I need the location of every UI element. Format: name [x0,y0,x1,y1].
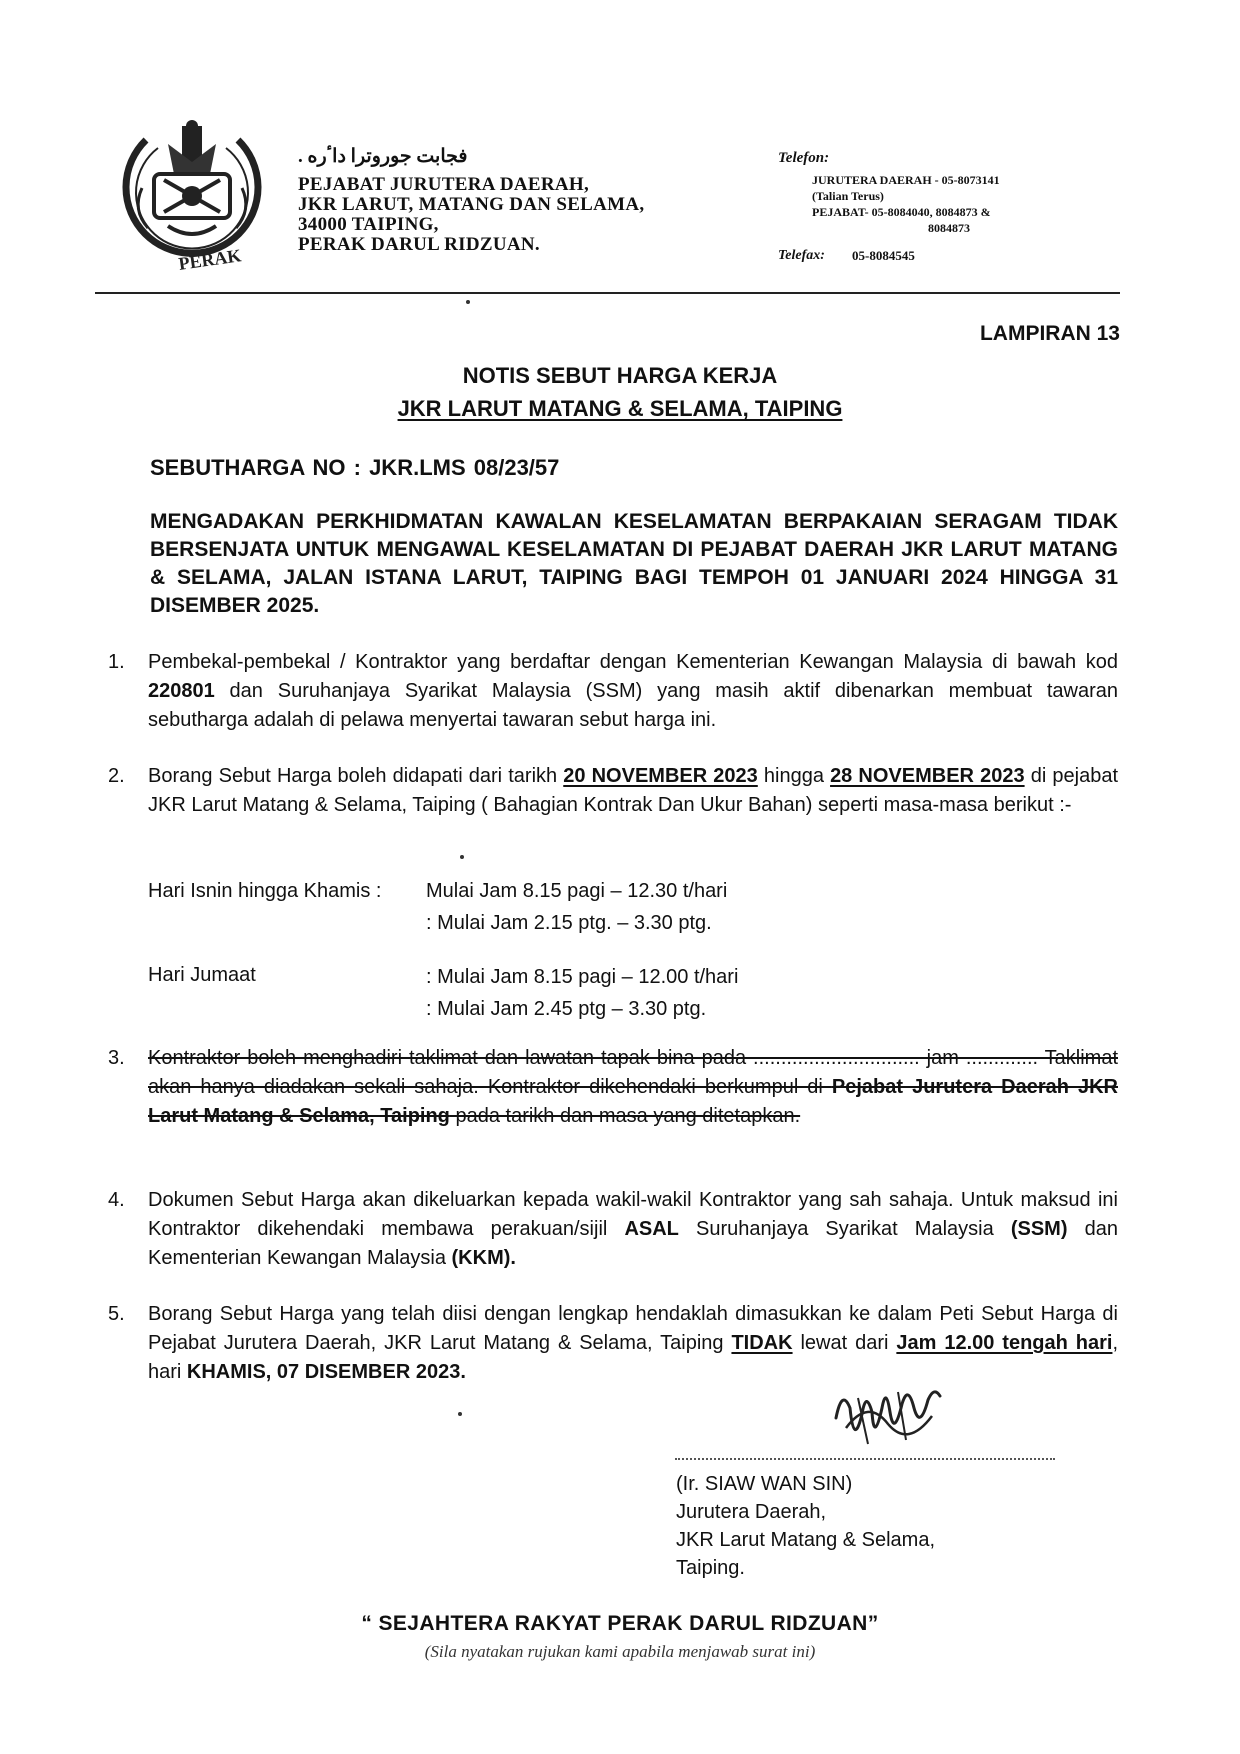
closing-date: KHAMIS, 07 DISEMBER 2023. [186,1361,466,1383]
schedule-time: : Mulai Jam 8.15 pagi – 12.00 t/hari [426,966,739,988]
start-date: 20 NOVEMBER 2023 [563,765,758,787]
office-line: PERAK DARUL RIDZUAN. [298,234,540,255]
signatory-office: JKR Larut Matang & Selama, [676,1529,936,1551]
briefing-location: Pejabat Jurutera Daerah JKR Larut Matang & Selama, Taiping [148,1076,1118,1127]
ssm-label: (SSM) [1010,1218,1068,1240]
notice-subtitle [0,396,1240,422]
telefon-label: Telefon: [778,150,830,166]
schedule-time: Mulai Jam 8.15 pagi – 12.30 t/hari [426,880,728,902]
notice-title: NOTIS SEBUT HARGA KERJA [462,363,778,388]
item-number: 3. [108,1047,125,1069]
crest-label: PERAK [177,245,243,274]
item-number: 4. [108,1189,125,1211]
telefon-line: PEJABAT- 05-8084040, 8084873 & [812,205,991,219]
kkm-code: 220801 [148,680,215,702]
notice-item-2 [108,762,1118,820]
item-text: Dokumen Sebut Harga akan dikeluarkan kepada wakil-wakil Kontraktor yang sah sahaja. Untuk maksud ini Kontraktor dikehendaki membawa perakuan/sijil [148,1189,1118,1240]
scan-speck [466,300,470,304]
telefon-line: 8084873 [928,221,970,235]
item-text: Borang Sebut Harga boleh didapati dari tarikh [148,765,564,787]
item-text: hingga [757,765,831,787]
office-name-jawi: فجابت جوروترا داٴره . [298,146,468,167]
scan-speck [460,855,464,859]
item-text: lewat dari [792,1332,897,1354]
state-motto: “ SEJAHTERA RAKYAT PERAK DARUL RIDZUAN” [361,1612,879,1635]
item-text: pada tarikh dan masa yang ditetapkan. [449,1105,801,1127]
notice-item-1 [108,648,1118,735]
reference-footnote: (Sila nyatakan rujukan kami apabila menjawab surat ini) [424,1642,816,1661]
telefax-value: 05-8084545 [852,248,915,263]
notice-subtitle-text: JKR LARUT MATANG & SELAMA, TAIPING [397,396,843,421]
quotation-subject: MENGADAKAN PERKHIDMATAN KAWALAN KESELAMATAN BERPAKAIAN SERAGAM TIDAK BERSENJATA UNTUK MENGAWAL KESELAMATAN DI PEJABAT DAERAH JKR LARUT MATANG & SELAMA, JALAN ISTANA LARUT, TAIPING BAGI TEMPOH 01 JANUARI 2024 HINGGA 31 DISEMBER 2025. [150,510,1118,617]
schedule-time: : Mulai Jam 2.45 ptg – 3.30 ptg. [426,998,707,1020]
scan-speck [458,1412,462,1416]
tidak-label: TIDAK [731,1332,793,1354]
end-date: 28 NOVEMBER 2023 [830,765,1025,787]
item-text: Suruhanjaya Syarikat Malaysia [678,1218,1011,1240]
item-text: dan Kementerian Kewangan Malaysia [148,1218,1118,1269]
office-line: 34000 TAIPING, [298,214,439,235]
quotation-reference: SEBUTHARGA NO : JKR.LMS 08/23/57 [150,455,560,480]
lampiran-label: LAMPIRAN 13 [979,322,1120,345]
perak-crest-logo [108,118,276,278]
item-number: 5. [108,1303,125,1325]
item-number: 2. [108,765,125,787]
asal-label: ASAL [624,1218,679,1240]
signature-line [675,1458,1055,1460]
item-text: di pejabat JKR Larut Matang & Selama, Taiping ( Bahagian Kontrak Dan Ukur Bahan) seperti masa-masa berikut :- [148,765,1118,816]
office-line: PEJABAT JURUTERA DAERAH, [298,174,590,195]
item-text: Kontraktor boleh menghadiri taklimat dan lawatan tapak bina pada .............................. jam ............. Taklimat akan hanya diadakan sekali sahaja. Kontraktor dikehendaki berkumpul di [148,1047,1118,1098]
kkm-label: (KKM). [451,1247,516,1269]
telefon-numbers [812,172,1000,236]
item-text: , hari [148,1332,1119,1383]
signatory-position: Jurutera Daerah, [676,1501,827,1523]
item-text: Pembekal-pembekal / Kontraktor yang berdaftar dengan Kementerian Kewangan Malaysia di bawah kod [148,651,1118,673]
item-text: dan Suruhanjaya Syarikat Malaysia (SSM) yang masih aktif dibenarkan membuat tawaran sebutharga adalah di pelawa menyertai tawaran sebut harga ini. [148,680,1118,731]
schedule-day-friday: Hari Jumaat [148,964,256,986]
telefon-line: (Talian Terus) [812,189,884,203]
schedule-day-mon-thu: Hari Isnin hingga Khamis : [148,880,382,902]
signature-image [828,1378,948,1458]
letterhead-divider [95,292,1120,294]
office-address [298,175,644,255]
telefax-label: Telefax: [778,248,825,263]
signatory-block [676,1470,935,1582]
notice-item-4 [108,1186,1118,1273]
schedule-time: : Mulai Jam 2.15 ptg. – 3.30 ptg. [426,912,712,934]
notice-item-5 [108,1300,1118,1387]
item-text: Borang Sebut Harga yang telah diisi dengan lengkap hendaklah dimasukkan ke dalam Peti Sebut Harga di Pejabat Jurutera Daerah, JKR Larut Matang & Selama, Taiping [148,1303,1118,1354]
item-number: 1. [108,651,125,673]
office-line: JKR LARUT, MATANG DAN SELAMA, [298,194,645,215]
telefon-line: JURUTERA DAERAH - 05-8073141 [812,173,1000,187]
closing-time: Jam 12.00 tengah hari [896,1332,1113,1354]
notice-item-3 [108,1044,1118,1131]
signatory-name: (Ir. SIAW WAN SIN) [676,1473,853,1495]
signatory-town: Taiping. [676,1557,745,1579]
